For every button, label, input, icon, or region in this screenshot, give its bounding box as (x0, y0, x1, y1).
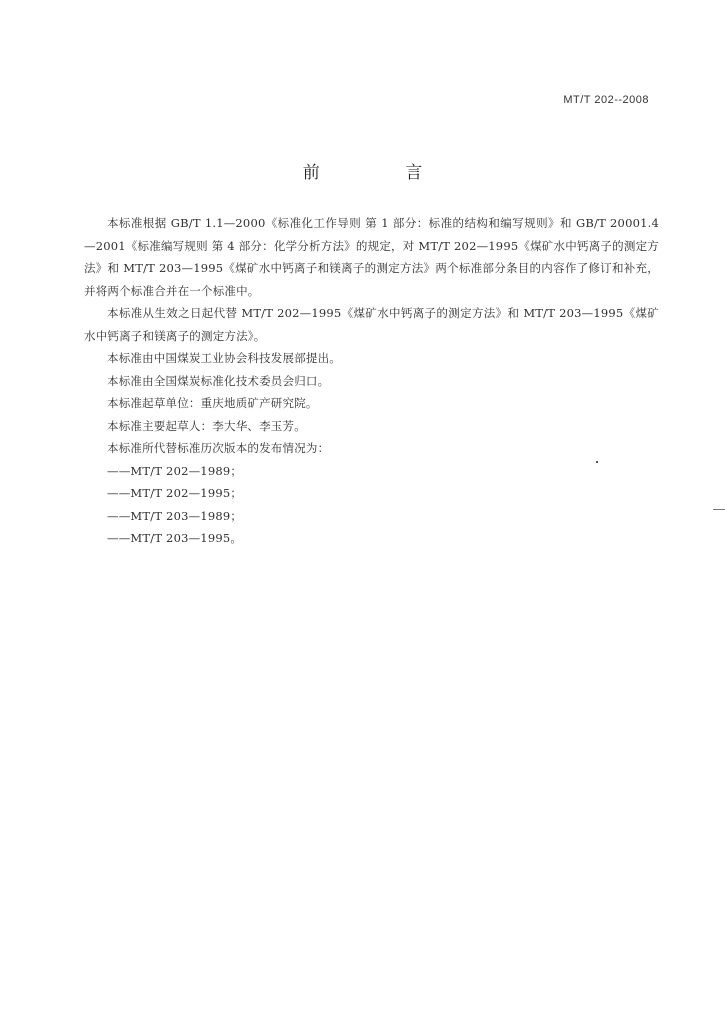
paragraph-replacement: 本标准从生效之日起代替 MT/T 202—1995《煤矿水中钙离子的测定方法》和 MT/T 203—1995《煤矿水中钙离子和镁离子的测定方法》。 (84, 306, 659, 343)
history-item: ——MT/T 202—1989； (107, 463, 243, 478)
paragraph-drafting-unit: 本标准起草单位：重庆地质矿产研究院。 (107, 396, 318, 410)
paragraph-proposer: 本标准由中国煤炭工业协会科技发展部提出。 (107, 351, 341, 365)
standard-code: MT/T 202--2008 (563, 94, 649, 106)
paragraph-drafters: 本标准主要起草人：李大华、李玉芳。 (107, 418, 306, 433)
paragraph-history-intro: 本标准所代替标准历次版本的发布情况为： (107, 441, 330, 455)
foreword-body (84, 212, 659, 550)
page-edge-mark (713, 509, 725, 510)
page-title: 前 言 (302, 163, 463, 183)
history-item: ——MT/T 202—1995； (107, 486, 243, 500)
paragraph-committee: 本标准由全国煤炭标准化技术委员会归口。 (107, 373, 330, 388)
history-item: ——MT/T 203—1995。 (107, 531, 243, 545)
scan-speck (596, 461, 598, 463)
history-item: ——MT/T 203—1989； (107, 508, 243, 523)
paragraph-basis: 本标准根据 GB/T 1.1—2000《标准化工作导则 第 1 部分：标准的结构和编写规则》和 GB/T 20001.4—2001《标准编写规则 第 4 部分：化学分析方法》的规定，对 MT/T 202—1995《煤矿水中钙离子的测定方法》和 MT/T 203—1995《煤矿水中钙离子和镁离子的测定方法》两个标准部分条目的内容作了修订和补充，并将两个标准合并在一个标准中。 (84, 216, 659, 298)
